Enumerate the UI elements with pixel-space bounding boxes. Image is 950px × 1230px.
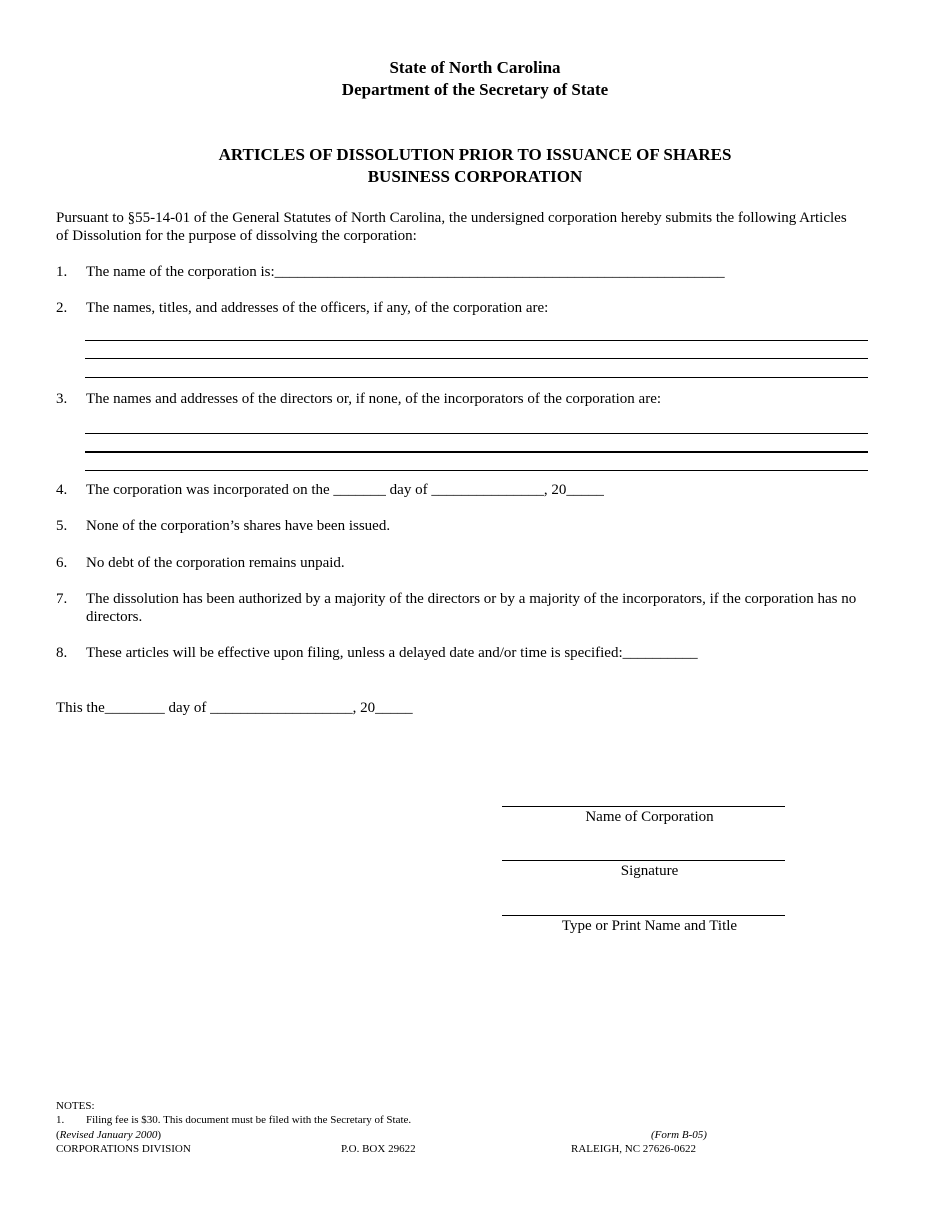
officers-blank-line[interactable]	[85, 377, 868, 378]
item-officers: The names, titles, and addresses of the officers, if any, of the corporation are:	[86, 300, 549, 316]
item-number: 4.	[56, 482, 68, 498]
po-box: P.O. BOX 29622	[341, 1143, 416, 1155]
item-directors: The names and addresses of the directors or, if none, of the incorporators of the corporation are:	[86, 391, 662, 407]
item-number: 7.	[56, 591, 68, 607]
item-number: 5.	[56, 518, 68, 534]
item-number: 1.	[56, 264, 68, 280]
form-title: ARTICLES OF DISSOLUTION PRIOR TO ISSUANCE OF SHARES	[218, 145, 732, 164]
city-address: RALEIGH, NC 27626-0622	[571, 1143, 696, 1155]
directors-blank-line[interactable]	[85, 470, 868, 471]
notes-heading: NOTES:	[56, 1100, 95, 1112]
corporation-name-line[interactable]	[502, 806, 785, 807]
revised-date	[56, 1129, 161, 1141]
revised-close-paren: )	[157, 1129, 162, 1141]
state-heading: State of North Carolina	[389, 58, 561, 77]
item-number: 3.	[56, 391, 68, 407]
item-debt: No debt of the corporation remains unpaid.	[86, 555, 345, 571]
intro-line-1: Pursuant to §55-14-01 of the General Statutes of North Carolina, the undersigned corporation hereby submits the following Articles	[56, 210, 847, 226]
item-incorporation-date[interactable]: The corporation was incorporated on the _______ day of _______________, 20_____	[86, 482, 604, 498]
item-number: 6.	[56, 555, 68, 571]
officers-blank-line[interactable]	[85, 358, 868, 359]
signature-line[interactable]	[502, 860, 785, 861]
department-heading: Department of the Secretary of State	[341, 80, 609, 99]
signature-label: Signature	[620, 863, 679, 879]
directors-blank-line[interactable]	[85, 451, 868, 453]
item-effective-date[interactable]: These articles will be effective upon filing, unless a delayed date and/or time is specified:__________	[86, 645, 698, 661]
execution-date-line[interactable]: This the________ day of ___________________, 20_____	[56, 700, 413, 716]
division-name: CORPORATIONS DIVISION	[56, 1143, 191, 1155]
print-name-label: Type or Print Name and Title	[561, 918, 738, 934]
directors-blank-line[interactable]	[85, 433, 868, 434]
item-number: 8.	[56, 645, 68, 661]
form-subtitle: BUSINESS CORPORATION	[367, 167, 583, 186]
officers-blank-line[interactable]	[85, 340, 868, 341]
item-authorization-cont: directors.	[86, 609, 143, 625]
item-corporation-name[interactable]: The name of the corporation is:____________________________________________________________	[86, 264, 725, 280]
revised-text: Revised January 2000	[59, 1129, 158, 1141]
revised-open-paren: (	[56, 1129, 60, 1141]
intro-line-2: of Dissolution for the purpose of dissolving the corporation:	[56, 228, 417, 244]
item-authorization: The dissolution has been authorized by a majority of the directors or by a majority of the incorporators, if the corporation has no	[86, 591, 857, 607]
print-name-line[interactable]	[502, 915, 785, 916]
note-filing-fee: Filing fee is $30. This document must be filed with the Secretary of State.	[86, 1114, 412, 1126]
corporation-name-label: Name of Corporation	[585, 809, 714, 825]
item-shares: None of the corporation’s shares have been issued.	[86, 518, 391, 534]
item-number: 2.	[56, 300, 68, 316]
form-id: (Form B-05)	[651, 1129, 707, 1141]
note-number: 1.	[56, 1114, 65, 1126]
